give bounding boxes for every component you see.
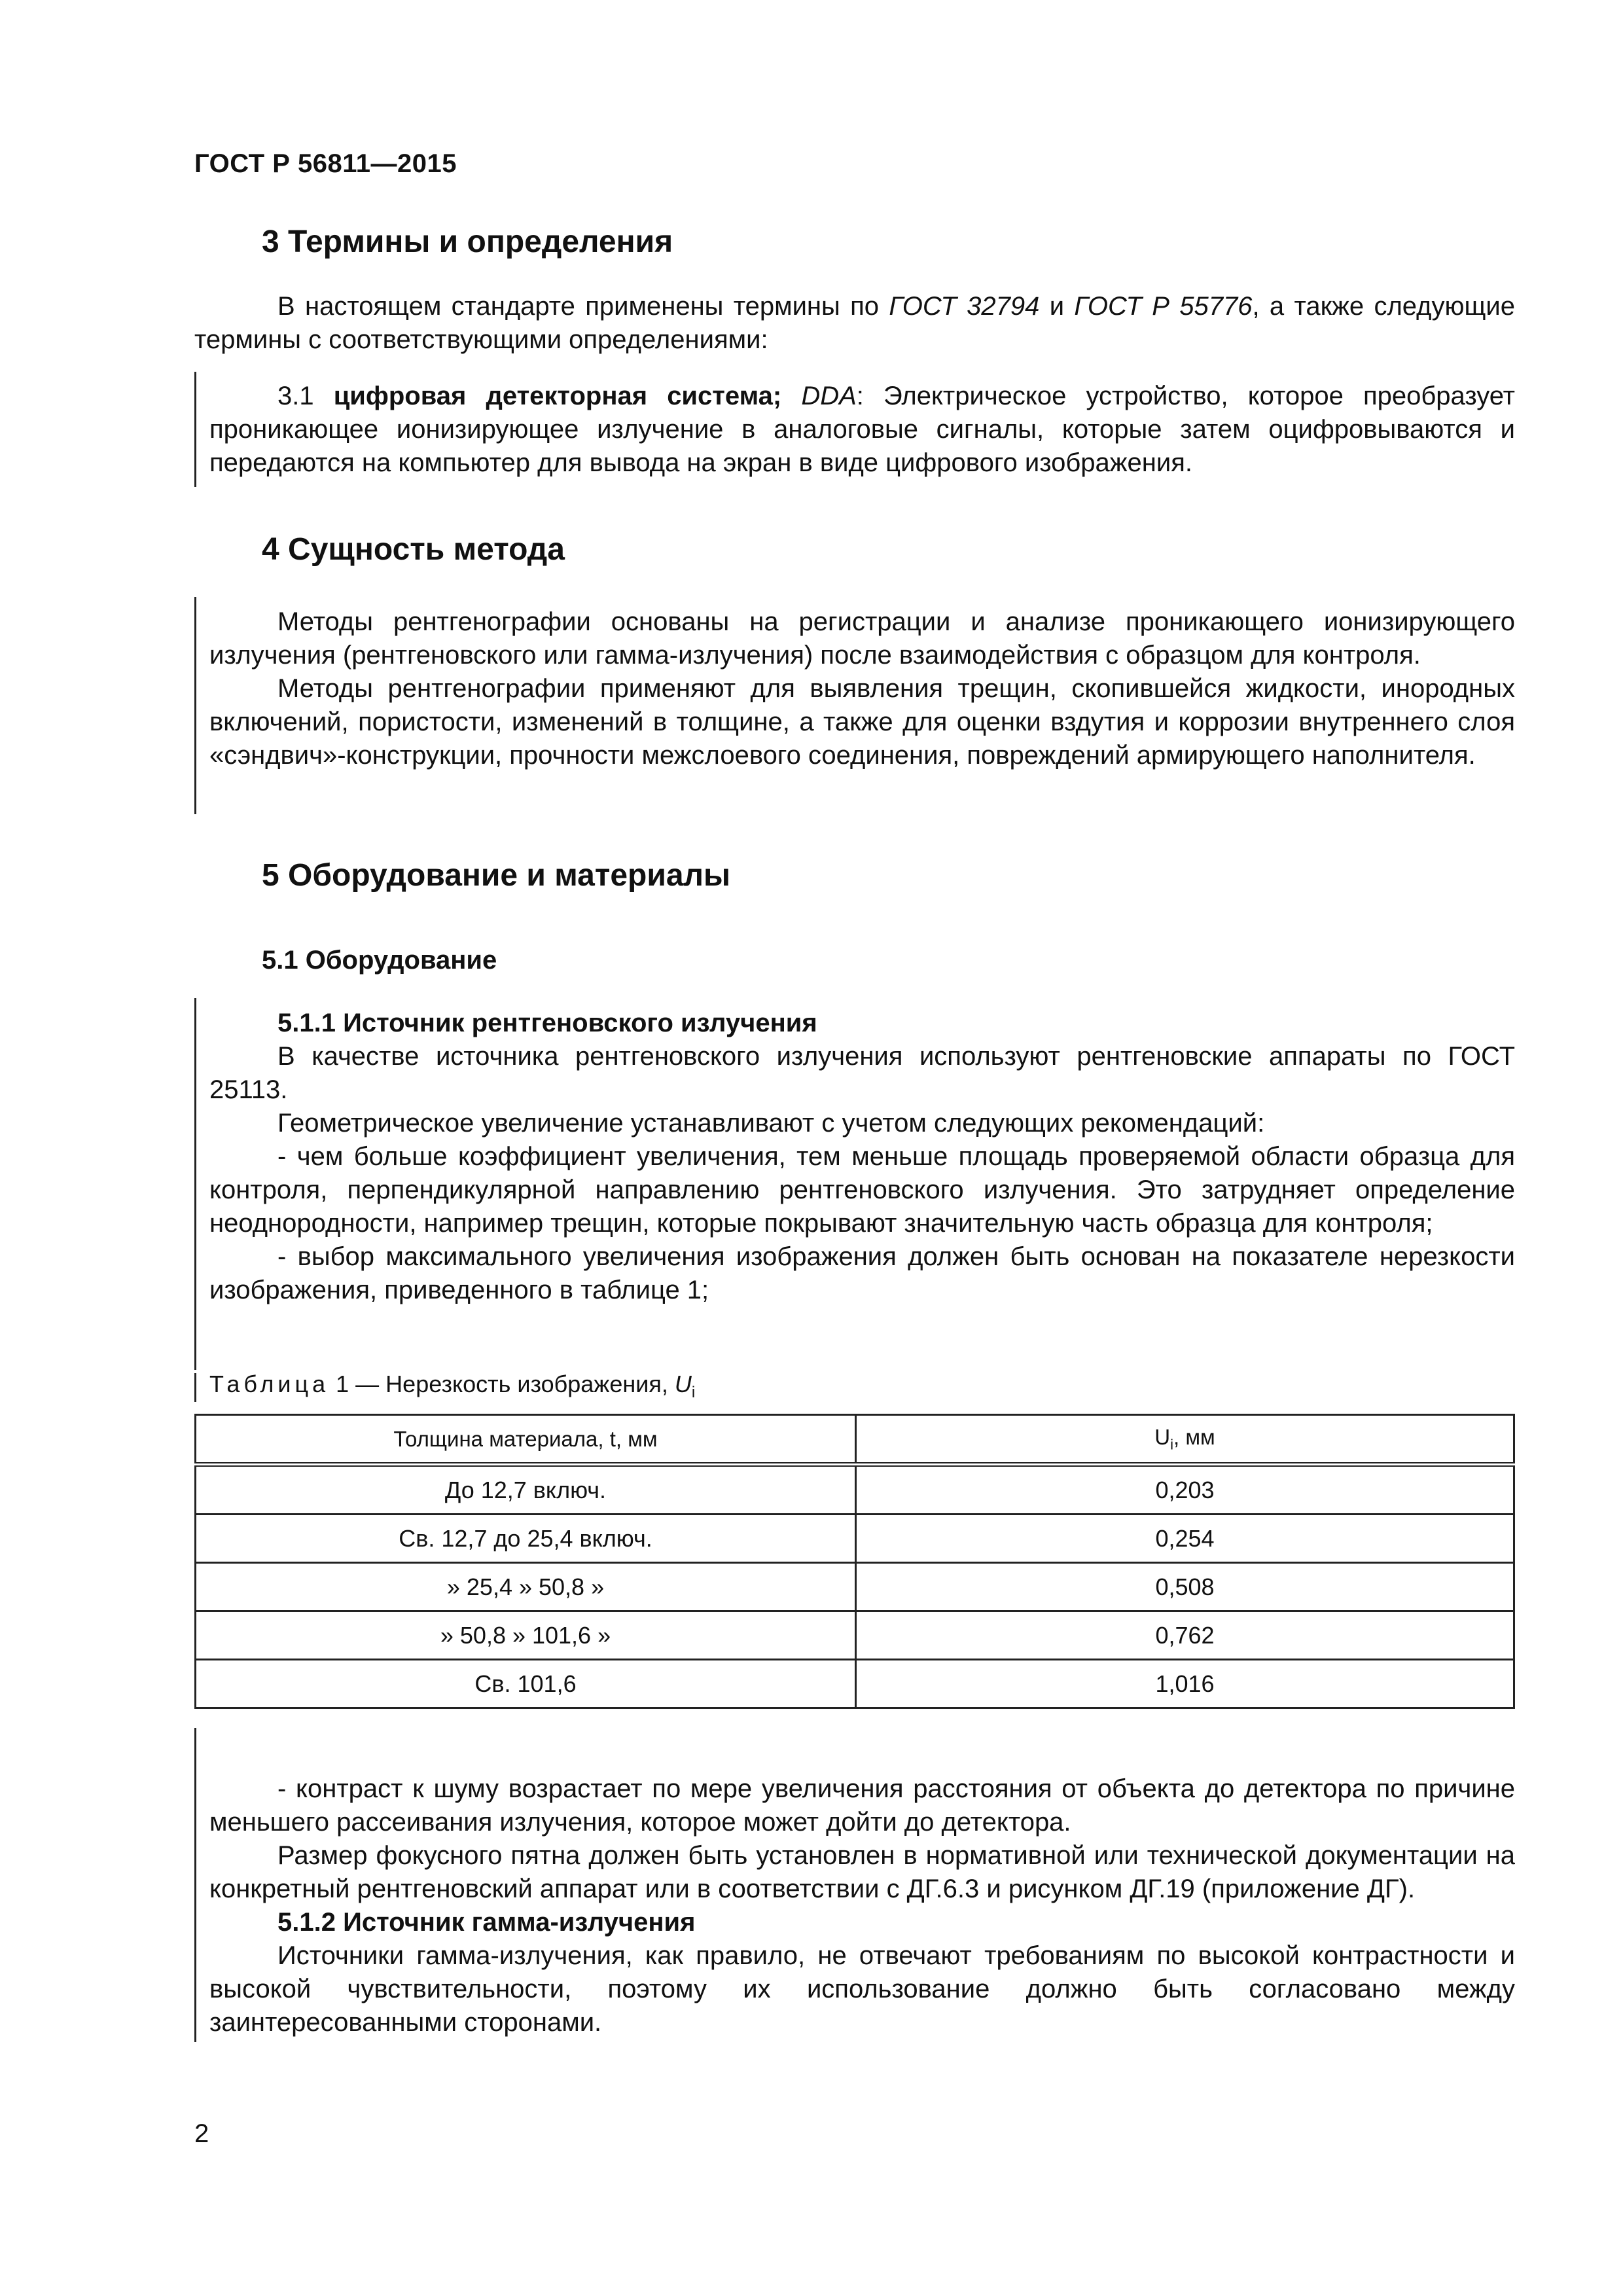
change-bar	[194, 1728, 196, 2042]
table-row	[196, 1563, 1514, 1611]
cell-ui: 0,762	[856, 1611, 1514, 1660]
cell-thickness: » 50,8 » 101,6 »	[196, 1611, 856, 1660]
section-3-intro	[194, 290, 1515, 357]
table-header-row	[196, 1415, 1514, 1465]
subsection-5-1-2-title: 5.1.2 Источник гамма-излучения	[277, 1908, 696, 1937]
intro-text: , а также следующие термины с соответствующими определениями:	[194, 292, 1515, 354]
header-subscript: i	[1170, 1436, 1173, 1453]
caption-label: Таблица	[209, 1371, 330, 1397]
cell-ui: 0,254	[856, 1515, 1514, 1563]
cell-ui: 1,016	[856, 1660, 1514, 1708]
cell-ui: 0,508	[856, 1563, 1514, 1611]
paragraph: Методы рентгенографии основаны на регистрации и анализе проникающего ионизирующего излучения (рентгеновского или гамма-излучения) после взаимодействия с образцом для контроля.	[209, 607, 1515, 670]
table-row	[196, 1660, 1514, 1708]
table-row	[196, 1611, 1514, 1660]
table-row	[196, 1465, 1514, 1515]
header-unit: , мм	[1173, 1424, 1215, 1449]
document-header: ГОСТ Р 56811—2015	[194, 149, 457, 178]
page-number: 2	[194, 2119, 209, 2148]
term-definition: : Электрическое устройство, которое преобразует проникающее ионизирующее излучение в аналоговые сигналы, которые затем оцифровываются и передаются на компьютер для вывода на экран в виде цифрового изображения.	[209, 382, 1515, 477]
table-row	[196, 1515, 1514, 1563]
paragraph: Геометрическое увеличение устанавливают с учетом следующих рекомендаций:	[277, 1109, 1265, 1138]
section-3-title: 3 Термины и определения	[262, 224, 673, 259]
change-bar	[194, 372, 196, 487]
table-1	[194, 1414, 1515, 1709]
caption-symbol: U	[674, 1371, 692, 1397]
term-3-1	[209, 380, 1515, 480]
header-symbol: U	[1154, 1424, 1171, 1449]
cell-thickness: » 25,4 » 50,8 »	[196, 1563, 856, 1611]
section-5-continued	[209, 1772, 1515, 2039]
change-bar	[194, 1373, 196, 1402]
paragraph: Размер фокусного пятна должен быть установлен в нормативной или технической документации на конкретный рентгеновский аппарат или в соответствии с ДГ.6.3 и рисунком ДГ.19 (приложение ДГ).	[209, 1841, 1515, 1903]
term-number: 3.1	[277, 382, 334, 410]
subsection-5-1-1-title: 5.1.1 Источник рентгеновского излучения	[277, 1009, 817, 1037]
cell-ui: 0,203	[856, 1465, 1514, 1515]
cell-thickness: Св. 12,7 до 25,4 включ.	[196, 1515, 856, 1563]
caption-text: 1 — Нерезкость изображения,	[329, 1371, 675, 1397]
intro-text: и	[1039, 292, 1075, 321]
ref-gost-32794: ГОСТ 32794	[889, 292, 1040, 321]
cell-thickness: До 12,7 включ.	[196, 1465, 856, 1515]
column-header-thickness: Толщина материала, t, мм	[196, 1415, 856, 1465]
table-1-caption	[209, 1371, 695, 1402]
list-item: - контраст к шуму возрастает по мере увеличения расстояния от объекта до детектора по причине меньшего рассеивания излучения, которое может дойти до детектора.	[209, 1774, 1515, 1837]
ref-gost-r-55776: ГОСТ Р 55776	[1074, 292, 1253, 321]
subsection-5-1-1-body	[209, 1007, 1515, 1307]
change-bar	[194, 998, 196, 1370]
column-header-ui	[856, 1415, 1514, 1465]
paragraph: Методы рентгенографии применяют для выявления трещин, скопившейся жидкости, инородных включений, пористости, изменений в толщине, а также для оценки вздутия и коррозии внутреннего слоя «сэндвич»-конструкции, прочности межслоевого соединения, повреждений армирующего наполнителя.	[209, 674, 1515, 770]
term-abbreviation: DDA	[801, 382, 857, 410]
cell-thickness: Св. 101,6	[196, 1660, 856, 1708]
paragraph: Источники гамма-излучения, как правило, не отвечают требованиям по высокой контрастности и высокой чувствительности, поэтому их использование должно быть согласовано между заинтересованными сторонами.	[209, 1941, 1515, 2037]
list-item: - чем больше коэффициент увеличения, тем меньше площадь проверяемой области образца для контроля, перпендикулярной направлению рентгеновского излучения. Это затрудняет определение неоднородности, например трещин, которые покрывают значительную часть образца для контроля;	[209, 1142, 1515, 1238]
change-bar	[194, 597, 196, 814]
intro-text: В настоящем стандарте применены термины по	[277, 292, 889, 321]
section-5-title: 5 Оборудование и материалы	[262, 858, 731, 893]
list-item: - выбор максимального увеличения изображения должен быть основан на показателе нерезкости изображения, приведенного в таблице 1;	[209, 1242, 1515, 1304]
subsection-5-1-title: 5.1 Оборудование	[262, 946, 497, 975]
term-name: цифровая детекторная система;	[333, 382, 782, 410]
section-4-body	[209, 605, 1515, 772]
paragraph: В качестве источника рентгеновского излучения используют рентгеновские аппараты по ГОСТ 25113.	[209, 1042, 1515, 1104]
caption-subscript: i	[691, 1384, 696, 1402]
section-4-title: 4 Сущность метода	[262, 532, 565, 567]
